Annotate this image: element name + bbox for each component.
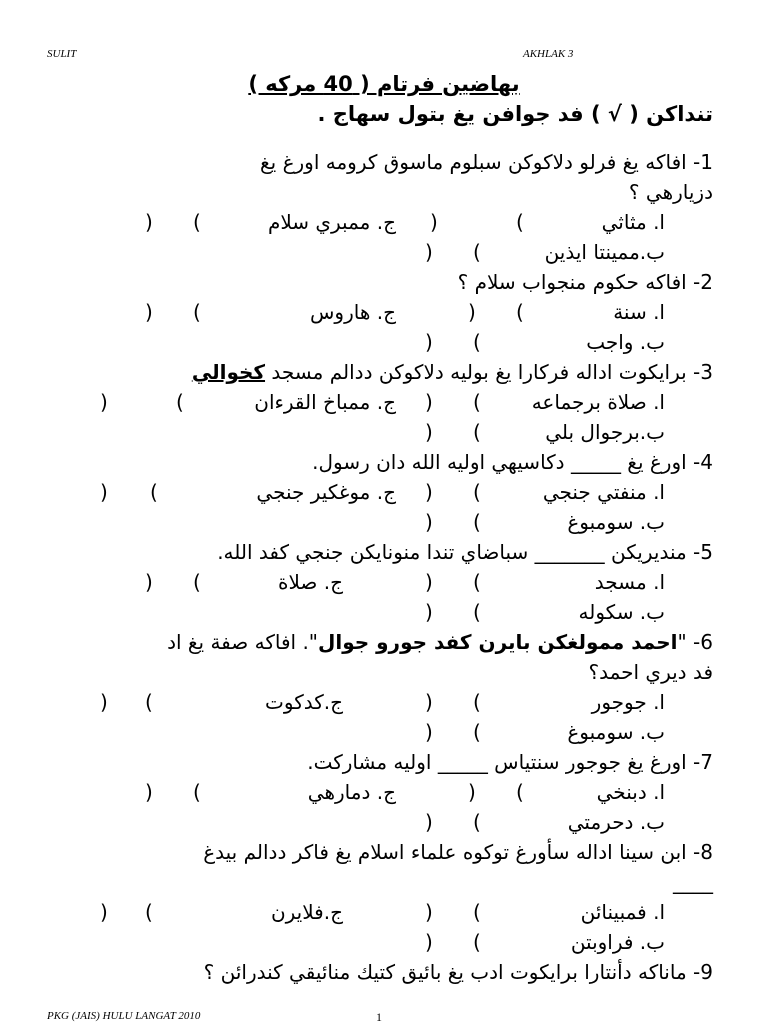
question-6-stem-bold: احمد ممولغكن بايرن كفد جورو جوال	[318, 630, 678, 654]
q8-c-bracket-close: )	[100, 900, 108, 924]
q4-c-bracket-open: (	[150, 480, 158, 504]
q3-option-b[interactable]: ب.برجوال بلي	[545, 420, 665, 444]
question-6-stem	[167, 630, 713, 654]
q7-option-c[interactable]: ج. دمارهي	[307, 780, 396, 804]
q2-option-c[interactable]: ج. هاروس	[310, 300, 396, 324]
q2-c-bracket-open: (	[193, 300, 201, 324]
question-7-stem: 7- اورغ يغ جوجور سنتياس _____ اوليه مشاركت.	[307, 750, 713, 774]
question-6-stem-cont: فد ديري احمد؟	[588, 660, 713, 684]
q1-b-bracket-close: )	[425, 240, 433, 264]
question-3-stem	[192, 360, 713, 384]
q7-a-bracket-open: (	[516, 780, 524, 804]
q6-a-bracket-open: (	[473, 690, 481, 714]
q7-b-bracket-open: (	[473, 810, 481, 834]
q7-b-bracket-close: )	[425, 810, 433, 834]
question-1-stem: 1- افاكه يغ فرلو دلاكوكن سبلوم ماسوق كرومه اورغ يغ	[260, 150, 713, 174]
q5-c-bracket-open: (	[193, 570, 201, 594]
q2-b-bracket-close: )	[425, 330, 433, 354]
q5-option-c[interactable]: ج. صلاة	[277, 570, 343, 594]
question-8-stem-blank: ____	[673, 870, 713, 894]
q5-b-bracket-open: (	[473, 600, 481, 624]
instruction: تنداكن ( √ ) فد جوافن يغ بتول سهاج .	[317, 102, 713, 126]
q8-a-bracket-open: (	[473, 900, 481, 924]
q7-c-bracket-close: )	[145, 780, 153, 804]
q2-b-bracket-open: (	[473, 330, 481, 354]
q8-option-c[interactable]: ج.فلايرن	[270, 900, 343, 924]
question-3-stem-text: 3- برايكوت اداله فركارا يغ بوليه دلاكوكن ددالم مسجد	[265, 360, 713, 384]
q5-a-bracket-open: (	[473, 570, 481, 594]
q1-option-c[interactable]: ج. ممبري سلام	[267, 210, 396, 234]
q1-c-bracket-close: )	[145, 210, 153, 234]
q3-b-bracket-open: (	[473, 420, 481, 444]
q7-option-a[interactable]: ا. دبنخي	[596, 780, 665, 804]
q6-option-c[interactable]: ج.كدكوت	[265, 690, 343, 714]
q2-a-bracket-close: )	[468, 300, 476, 324]
q2-option-a[interactable]: ا. سنة	[613, 300, 665, 324]
q4-b-bracket-close: )	[425, 510, 433, 534]
q8-option-b[interactable]: ب. فراوبتن	[570, 930, 665, 954]
q6-a-bracket-close: )	[425, 690, 433, 714]
q6-b-bracket-open: (	[473, 720, 481, 744]
question-5-stem: 5- منديريكن _______ سباضاي تندا منونايكن جنجي كفد الله.	[217, 540, 713, 564]
q1-option-b[interactable]: ب.ممينتا ايذين	[544, 240, 665, 264]
q4-a-bracket-open: (	[473, 480, 481, 504]
page-number: 1	[376, 1010, 382, 1024]
q8-b-bracket-close: )	[425, 930, 433, 954]
q6-option-a[interactable]: ا. جوجور	[591, 690, 665, 714]
q8-option-a[interactable]: ا. فمبينائن	[580, 900, 665, 924]
q3-option-a[interactable]: ا. صلاة برجماعه	[531, 390, 665, 414]
q1-c-bracket-open: (	[193, 210, 201, 234]
q3-c-bracket-open: (	[176, 390, 184, 414]
question-1-stem-cont: دزيارهي ؟	[628, 180, 713, 204]
q2-a-bracket-open: (	[516, 300, 524, 324]
q7-a-bracket-close: )	[468, 780, 476, 804]
q7-option-b[interactable]: ب. دحرمتي	[567, 810, 665, 834]
q5-option-b[interactable]: ب. سكوله	[578, 600, 665, 624]
q5-option-a[interactable]: ا. مسجد	[594, 570, 665, 594]
question-9-stem: 9- ماناكه دأنتارا برايكوت ادب يغ بائيق كتيك منائيقي كندرائن ؟	[203, 960, 713, 984]
q2-c-bracket-close: )	[145, 300, 153, 324]
q8-b-bracket-open: (	[473, 930, 481, 954]
question-4-stem: 4- اورغ يغ _____ دكاسيهي اوليه الله دان رسول.	[312, 450, 713, 474]
q8-c-bracket-open: (	[145, 900, 153, 924]
question-6-stem-post: ". افاكه صفة يغ اد	[167, 630, 318, 654]
q2-option-b[interactable]: ب. واجب	[586, 330, 665, 354]
q7-c-bracket-open: (	[193, 780, 201, 804]
q3-b-bracket-close: )	[425, 420, 433, 444]
q4-b-bracket-open: (	[473, 510, 481, 534]
q1-b-bracket-open: (	[473, 240, 481, 264]
q3-a-bracket-open: (	[473, 390, 481, 414]
q5-c-bracket-close: )	[145, 570, 153, 594]
question-2-stem: 2- افاكه حكوم منجواب سلام ؟	[457, 270, 713, 294]
question-6-stem-pre: 6- "	[677, 630, 713, 654]
q3-a-bracket-close: )	[425, 390, 433, 414]
q3-c-bracket-close: )	[100, 390, 108, 414]
question-3-stem-emphasis: كخوالي	[191, 360, 266, 384]
q4-option-b[interactable]: ب. سومبوغ	[567, 510, 665, 534]
q1-option-a[interactable]: ا. مثاثي	[601, 210, 665, 234]
q1-a-bracket-close: )	[430, 210, 438, 234]
header-right: AKHLAK 3	[523, 48, 574, 60]
q6-c-bracket-close: )	[100, 690, 108, 714]
q1-a-bracket-open: (	[516, 210, 524, 234]
q5-b-bracket-close: )	[425, 600, 433, 624]
q3-option-c[interactable]: ج. ممباخ القرءان	[254, 390, 396, 414]
q8-a-bracket-close: )	[425, 900, 433, 924]
q6-option-b[interactable]: ب. سومبوغ	[567, 720, 665, 744]
page-title-text: بهاضين فرتام ( 40 مركه )	[248, 72, 520, 96]
q6-b-bracket-close: )	[425, 720, 433, 744]
question-8-stem: 8- ابن سينا اداله سأورغ توكوه علماء اسلام يغ فاكر ددالم بيدغ	[203, 840, 713, 864]
footer-left: PKG (JAIS) HULU LANGAT 2010	[47, 1010, 201, 1022]
q4-option-a[interactable]: ا. منفتي جنجي	[542, 480, 665, 504]
q4-c-bracket-close: )	[100, 480, 108, 504]
q4-option-c[interactable]: ج. موغكير جنجي	[256, 480, 396, 504]
page-title	[0, 72, 768, 96]
q4-a-bracket-close: )	[425, 480, 433, 504]
header-left: SULIT	[47, 48, 77, 60]
q5-a-bracket-close: )	[425, 570, 433, 594]
q6-c-bracket-open: (	[145, 690, 153, 714]
